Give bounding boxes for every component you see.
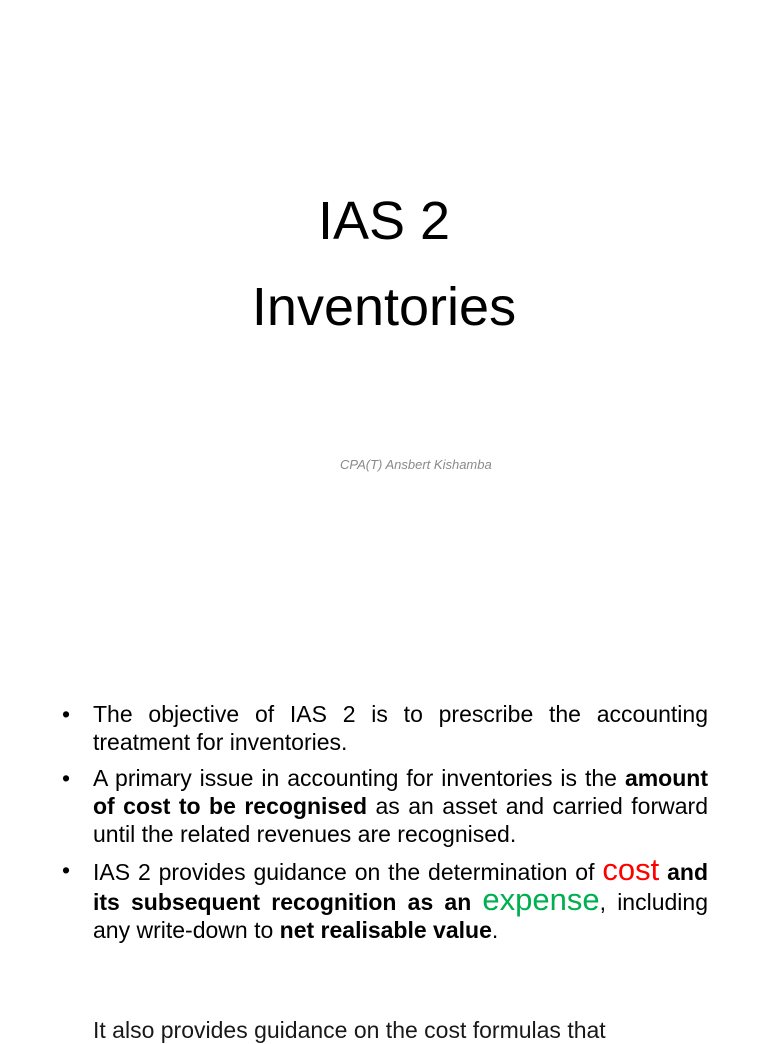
content-slide [0,690,768,1043]
bullet-item-guidance [62,852,709,944]
author-subtitle: CPA(T) Ansbert Kishamba [340,457,492,472]
bullet-1-text: The objective of IAS 2 is to prescribe the accounting treatment for inventories. [93,701,708,755]
bullet-3-bold-a: and its subsequent recognition as an [93,859,709,915]
bullet-3-text-c: . [491,917,499,943]
cut-off-text: It also provides guidance on the cost formulas that [93,1017,606,1043]
bullet-item-primary-issue [62,764,708,848]
bullet-dot-icon: • [62,765,71,791]
slide-title [0,178,768,350]
bullet-3-text-a: IAS 2 provides guidance on the determination of [93,859,603,885]
bullet-list [62,700,708,952]
bullet-3-bold-b: net realisable value [279,917,492,943]
bullet-dot-icon: • [62,701,71,727]
bullet-2-text-a: A primary issue in accounting for inventories is the [93,765,625,791]
bullet-dot-icon: • [62,857,71,883]
bullet-item-objective [62,700,708,756]
bullet-2-text-b: as an asset and carried forward until the related revenues are recognised. [93,793,708,847]
expense-highlight: expense [482,882,600,917]
bullet-3-text-b: , including any write-down to [93,889,708,943]
bullet-2-bold: amount of cost to be recognised [93,765,708,819]
title-line-2: Inventories [251,277,517,337]
cut-off-text-line [93,1016,708,1043]
title-line-1: IAS 2 [317,191,451,251]
cost-highlight: cost [602,852,660,887]
